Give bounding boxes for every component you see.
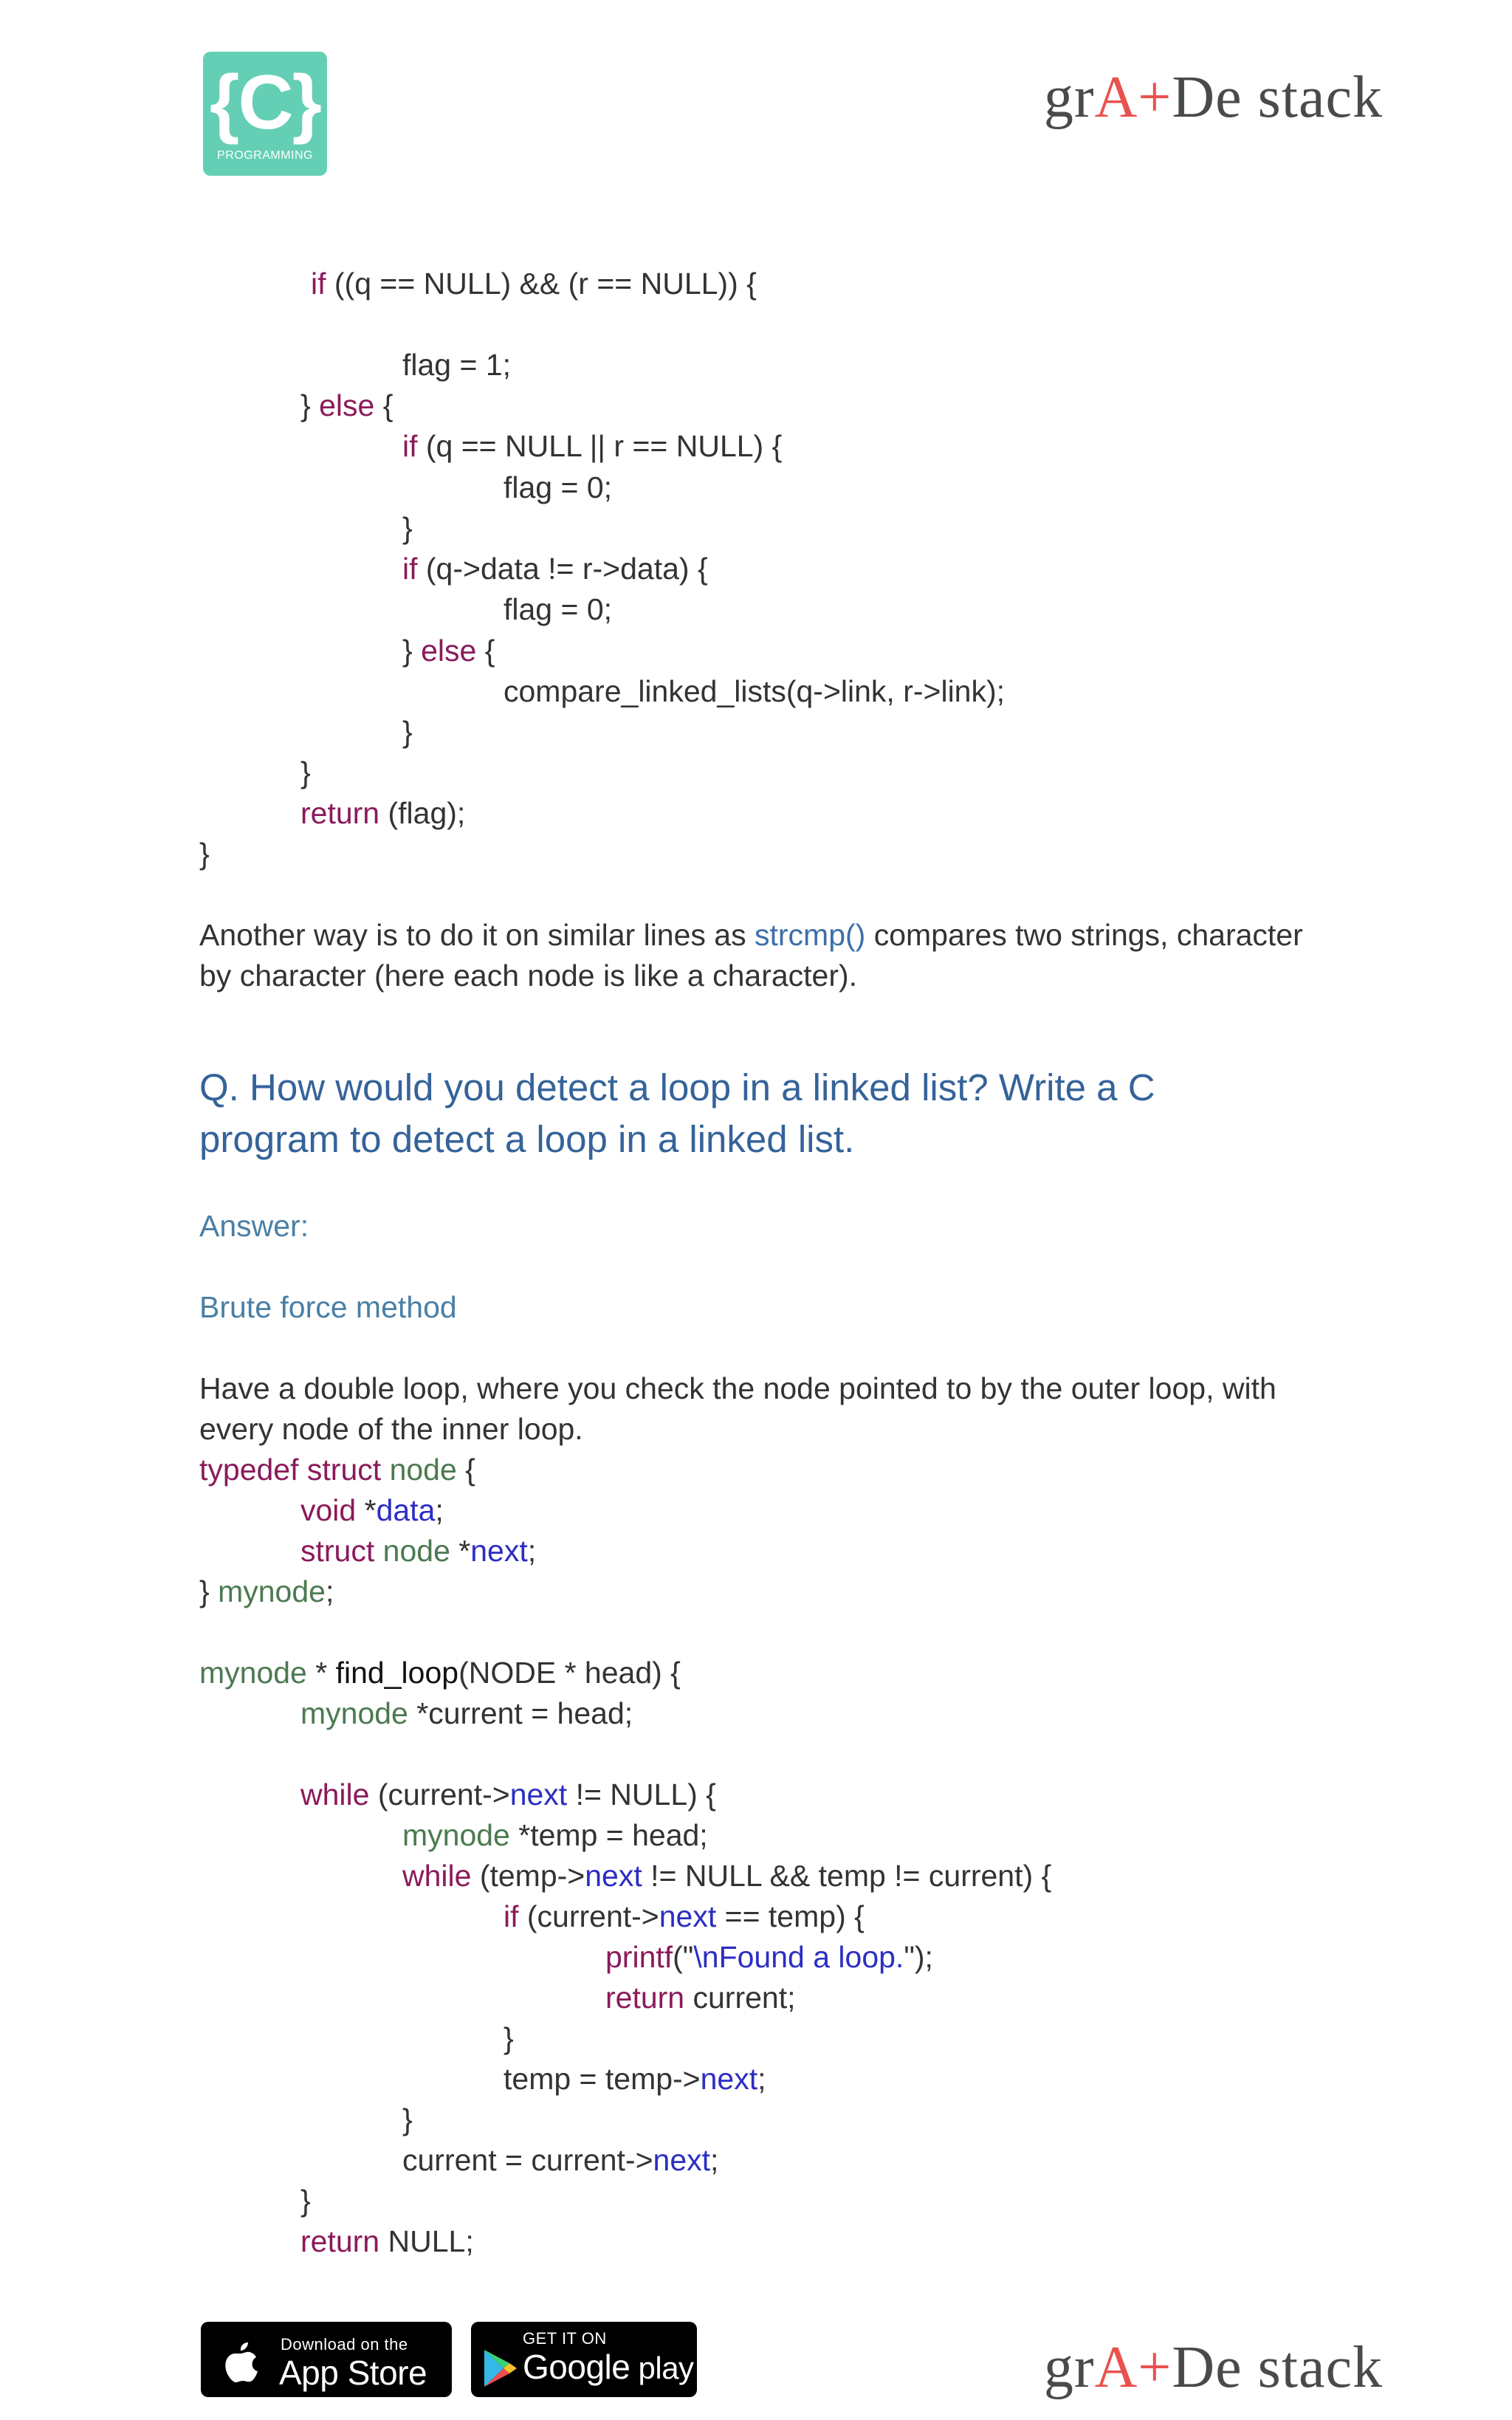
code-line — [300, 2221, 474, 2262]
play-word: play — [630, 2351, 694, 2385]
code-line — [402, 1814, 708, 1856]
code-line — [504, 2058, 766, 2099]
keyword-else: else — [421, 634, 477, 668]
code-line: } — [504, 2021, 514, 2055]
code-text: (q->data != r->data) { — [417, 552, 708, 586]
code-line: } — [402, 715, 413, 749]
keyword-return: return — [300, 2224, 380, 2258]
code-text: ; — [435, 1493, 444, 1527]
logo-braces: {C} — [209, 60, 321, 145]
code-text: (" — [673, 1940, 694, 1974]
brand-post: De stack — [1172, 2335, 1383, 2400]
code-text: (q == NULL || r == NULL) { — [417, 429, 783, 463]
field-next: next — [653, 2143, 711, 2177]
google-play-icon — [481, 2348, 518, 2388]
keyword-if: if — [402, 429, 418, 463]
gradestack-logo-top — [1043, 65, 1383, 130]
paragraph-line: by character (here each node is like a character). — [199, 959, 858, 993]
type-node: node — [389, 1453, 457, 1487]
code-text: NULL; — [379, 2224, 474, 2258]
field-next: next — [509, 1778, 568, 1811]
paragraph-line: Have a double loop, where you check the node pointed to by the outer loop, with — [199, 1371, 1276, 1405]
keyword-return: return — [300, 796, 380, 830]
code-text: != NULL && temp != current) { — [642, 1859, 1052, 1893]
code-line — [504, 1896, 865, 1937]
gradestack-logo-bottom — [1043, 2335, 1383, 2400]
code-line: } — [402, 2102, 413, 2136]
keyword-void: void — [300, 1493, 357, 1527]
field-next: next — [470, 1534, 528, 1568]
apple-small-text: Download on the — [281, 2335, 408, 2354]
code-line — [300, 1693, 633, 1734]
type-mynode: mynode — [218, 1574, 326, 1608]
function-name: find_loop — [335, 1656, 459, 1690]
field-data: data — [376, 1493, 436, 1527]
code-text: * — [356, 1493, 377, 1527]
code-text: temp = temp-> — [504, 2062, 701, 2096]
code-text: { — [456, 1453, 475, 1487]
keyword-while: while — [300, 1778, 370, 1811]
keyword-struct: struct — [306, 1453, 382, 1487]
code-text: ; — [325, 1574, 334, 1608]
google-play-badge[interactable] — [471, 2322, 697, 2397]
code-line: } — [199, 837, 210, 871]
code-line — [311, 263, 757, 304]
code-line — [199, 1449, 475, 1490]
keyword-if: if — [311, 267, 326, 301]
code-text: == temp) { — [716, 1899, 865, 1933]
code-line: compare_linked_lists(q->link, r->link); — [504, 674, 1006, 708]
text: compares two strings, character — [865, 918, 1303, 952]
keyword-return: return — [605, 1981, 685, 2015]
code-text — [381, 1453, 389, 1487]
code-text: * — [306, 1656, 336, 1690]
code-line — [402, 425, 782, 467]
code-text: (current-> — [369, 1778, 510, 1811]
logo-subtitle: PROGRAMMING — [217, 149, 313, 162]
code-line — [199, 1571, 334, 1612]
code-line — [199, 1652, 681, 1693]
keyword-if: if — [504, 1899, 519, 1933]
code-line — [402, 2139, 718, 2181]
keyword-typedef: typedef — [199, 1453, 299, 1487]
code-text: *current = head; — [408, 1696, 633, 1730]
code-line — [300, 1530, 536, 1571]
code-line — [300, 1774, 716, 1815]
question-heading-line1: Q. How would you detect a loop in a linked list? Write a C — [199, 1066, 1155, 1108]
code-text: } — [199, 1574, 219, 1608]
google-word: Google — [523, 2348, 630, 2386]
brand-pre: gr — [1043, 2335, 1095, 2400]
type-node: node — [382, 1534, 450, 1568]
code-text: ; — [527, 1534, 537, 1568]
code-text: ; — [757, 2062, 766, 2096]
keyword-struct: struct — [300, 1534, 375, 1568]
code-text: (flag); — [379, 796, 466, 830]
question-heading-line2: program to detect a loop in a linked list. — [199, 1118, 855, 1160]
code-line — [402, 1855, 1051, 1896]
function-printf: printf — [605, 1940, 673, 1974]
code-text — [374, 1534, 382, 1568]
code-text: { — [476, 634, 495, 668]
code-line — [605, 1977, 796, 2018]
code-text: (current-> — [518, 1899, 659, 1933]
google-big-text — [523, 2347, 694, 2387]
code-text: != NULL) { — [567, 1778, 716, 1811]
code-text: { — [374, 388, 394, 422]
google-small-text: GET IT ON — [523, 2329, 607, 2348]
strcmp-link: strcmp() — [755, 918, 866, 952]
type-mynode: mynode — [300, 1696, 408, 1730]
code-text: *temp = head; — [509, 1818, 708, 1852]
code-text: } — [402, 634, 422, 668]
code-text: "); — [904, 1940, 933, 1974]
keyword-if: if — [402, 552, 418, 586]
code-text: current; — [684, 1981, 796, 2015]
keyword-while: while — [402, 1859, 472, 1893]
paragraph-line: every node of the inner loop. — [199, 1412, 583, 1446]
code-text: current = current-> — [402, 2143, 653, 2177]
code-text: ((q == NULL) && (r == NULL)) { — [326, 267, 757, 301]
c-programming-logo — [203, 52, 327, 176]
apple-big-text: App Store — [279, 2354, 427, 2392]
code-line: flag = 1; — [402, 348, 512, 382]
app-store-badge[interactable] — [201, 2322, 452, 2397]
keyword-else: else — [319, 388, 375, 422]
field-next: next — [659, 1899, 717, 1933]
code-line: } — [300, 755, 311, 789]
code-text: * — [450, 1534, 471, 1568]
field-next: next — [585, 1859, 642, 1893]
text: Another way is to do it on similar lines as — [199, 918, 755, 952]
type-mynode: mynode — [199, 1656, 307, 1690]
brand-mid: A+ — [1094, 65, 1172, 130]
code-line — [300, 792, 465, 834]
code-line: flag = 0; — [504, 592, 613, 626]
code-line: flag = 0; — [504, 470, 613, 504]
brand-post: De stack — [1172, 65, 1383, 130]
string-literal: \nFound a loop. — [693, 1940, 904, 1974]
code-line — [605, 1936, 933, 1978]
answer-label: Answer: — [199, 1209, 309, 1243]
code-line — [402, 548, 708, 589]
code-line: } — [300, 2184, 311, 2218]
code-text: } — [300, 388, 320, 422]
brand-mid: A+ — [1094, 2335, 1172, 2400]
field-next: next — [700, 2062, 758, 2096]
brand-pre: gr — [1043, 65, 1095, 130]
code-line: } — [402, 511, 413, 545]
code-text: (temp-> — [471, 1859, 585, 1893]
code-line — [300, 385, 393, 426]
apple-icon — [221, 2340, 260, 2384]
code-line — [402, 630, 495, 671]
code-text: (NODE * head) { — [458, 1656, 681, 1690]
type-mynode: mynode — [402, 1818, 510, 1852]
code-line — [300, 1490, 444, 1531]
paragraph-line — [199, 914, 1303, 956]
code-text: ; — [710, 2143, 719, 2177]
code-text — [299, 1453, 307, 1487]
method-label: Brute force method — [199, 1290, 457, 1324]
